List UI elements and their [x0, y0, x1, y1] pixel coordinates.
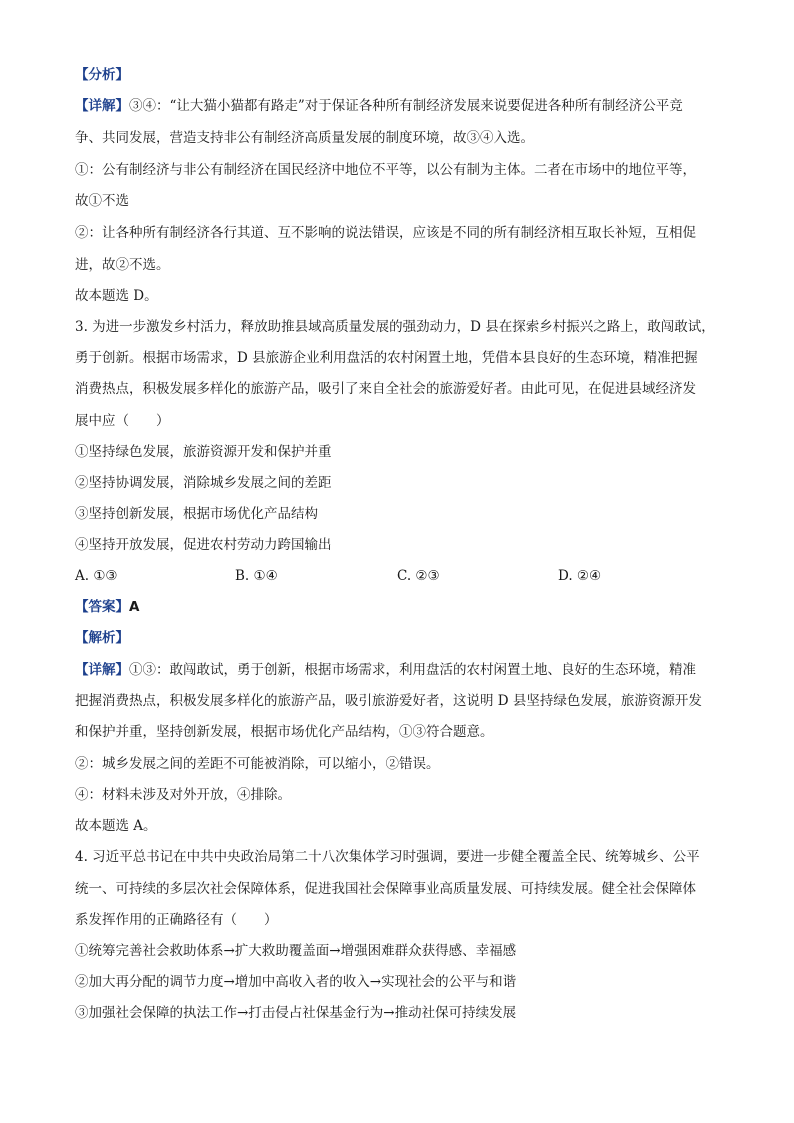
question-3-stem-line: 勇于创新。根据市场需求，D 县旅游企业利用盘活的农村闲置土地，凭借本县良好的生态环境，精准把握 — [75, 350, 698, 366]
option-c: C. ②③ — [397, 568, 440, 584]
analysis-heading — [75, 65, 725, 85]
statement-item: ②加大再分配的调节力度→增加中高收入者的收入→实现社会的公平与和谐 — [75, 974, 517, 990]
statement-item: ④坚持开放发展，促进农村劳动力跨国输出 — [75, 537, 332, 553]
statement-item: ②坚持协调发展，消除城乡发展之间的差距 — [75, 475, 332, 491]
detail-text-continued: 和保护并重，坚持创新发展，根据市场优化产品结构，①③符合题意。 — [75, 724, 494, 740]
point-two-text: ②：城乡发展之间的差距不可能被消除，可以缩小，②错误。 — [75, 756, 440, 772]
answer-tag: 【答案】 — [75, 599, 129, 615]
detail-text: ③④：“让大猫小猫都有路走”对于保证各种所有制经济发展来说要促进各种所有制经济公平竞 — [129, 98, 683, 114]
statement-item: ①统筹完善社会救助体系→扩大救助覆盖面→增强困难群众获得感、幸福感 — [75, 943, 517, 959]
answer-line — [75, 597, 725, 617]
answer-value: A — [129, 599, 140, 615]
point-two-text: ②：让各种所有制经济各行其道、互不影响的说法错误，应该是不同的所有制经济相互取长补短，互相促 — [75, 225, 696, 241]
analysis-tag: 【分析】 — [75, 67, 129, 83]
option-a: A. ①③ — [75, 568, 118, 584]
statement-item: ①坚持绿色发展，旅游资源开发和保护并重 — [75, 444, 332, 460]
detail-text-continued: 把握消费热点，积极发展多样化的旅游产品，吸引旅游爱好者，这说明 D 县坚持绿色发展，旅游资源开发 — [75, 693, 702, 709]
statement-item: ③加强社会保障的执法工作→打击侵占社保基金行为→推动社保可持续发展 — [75, 1005, 517, 1021]
point-two-text-continued: 进，故②不选。 — [75, 257, 170, 273]
detail-tag: 【详解】 — [75, 662, 129, 678]
detail-text-continued: 争、共同发展，营造支持非公有制经济高质量发展的制度环境，故③④入选。 — [75, 130, 534, 146]
question-3-stem-line: 消费热点，积极发展多样化的旅游产品，吸引了来自全社会的旅游爱好者。由此可见，在促进县域经济发 — [75, 381, 696, 397]
option-b: B. ①④ — [235, 568, 278, 584]
detail-tag: 【详解】 — [75, 98, 129, 114]
explanation-tag: 【解析】 — [75, 630, 129, 646]
point-four-text: ④：材料未涉及对外开放，④排除。 — [75, 787, 291, 803]
detail-paragraph-line — [75, 660, 725, 680]
analysis-conclusion: 故本题选 D。 — [75, 288, 158, 304]
question-4-stem: 4. 习近平总书记在中共中央政治局第二十八次集体学习时强调，要进一步健全覆盖全民、统筹城乡、公平 — [75, 849, 700, 865]
point-one-text-continued: 故①不选 — [75, 193, 129, 209]
detail-paragraph-line — [75, 96, 725, 116]
point-one-text: ①：公有制经济与非公有制经济在国民经济中地位不平等，以公有制为主体。二者在市场中的地位平等， — [75, 162, 696, 178]
question-4-stem-line: 统一、可持续的多层次社会保障体系，促进我国社会保障事业高质量发展、可持续发展。健全社会保障体 — [75, 881, 696, 897]
detail-text: ①③：敢闯敢试，勇于创新，根据市场需求，利用盘活的农村闲置土地、良好的生态环境，精准 — [129, 662, 696, 678]
explanation-heading — [75, 628, 725, 648]
question-3-stem: 3. 为进一步激发乡村活力，释放助推县域高质量发展的强劲动力，D 县在探索乡村振兴之路上，敢闯敢试， — [75, 319, 715, 335]
question-3-stem-line: 展中应（ ） — [75, 413, 170, 429]
statement-item: ③坚持创新发展，根据市场优化产品结构 — [75, 506, 318, 522]
question-4-stem-line: 系发挥作用的正确路径有（ ） — [75, 912, 278, 928]
option-d: D. ②④ — [558, 568, 602, 584]
analysis-conclusion: 故本题选 A。 — [75, 818, 157, 834]
